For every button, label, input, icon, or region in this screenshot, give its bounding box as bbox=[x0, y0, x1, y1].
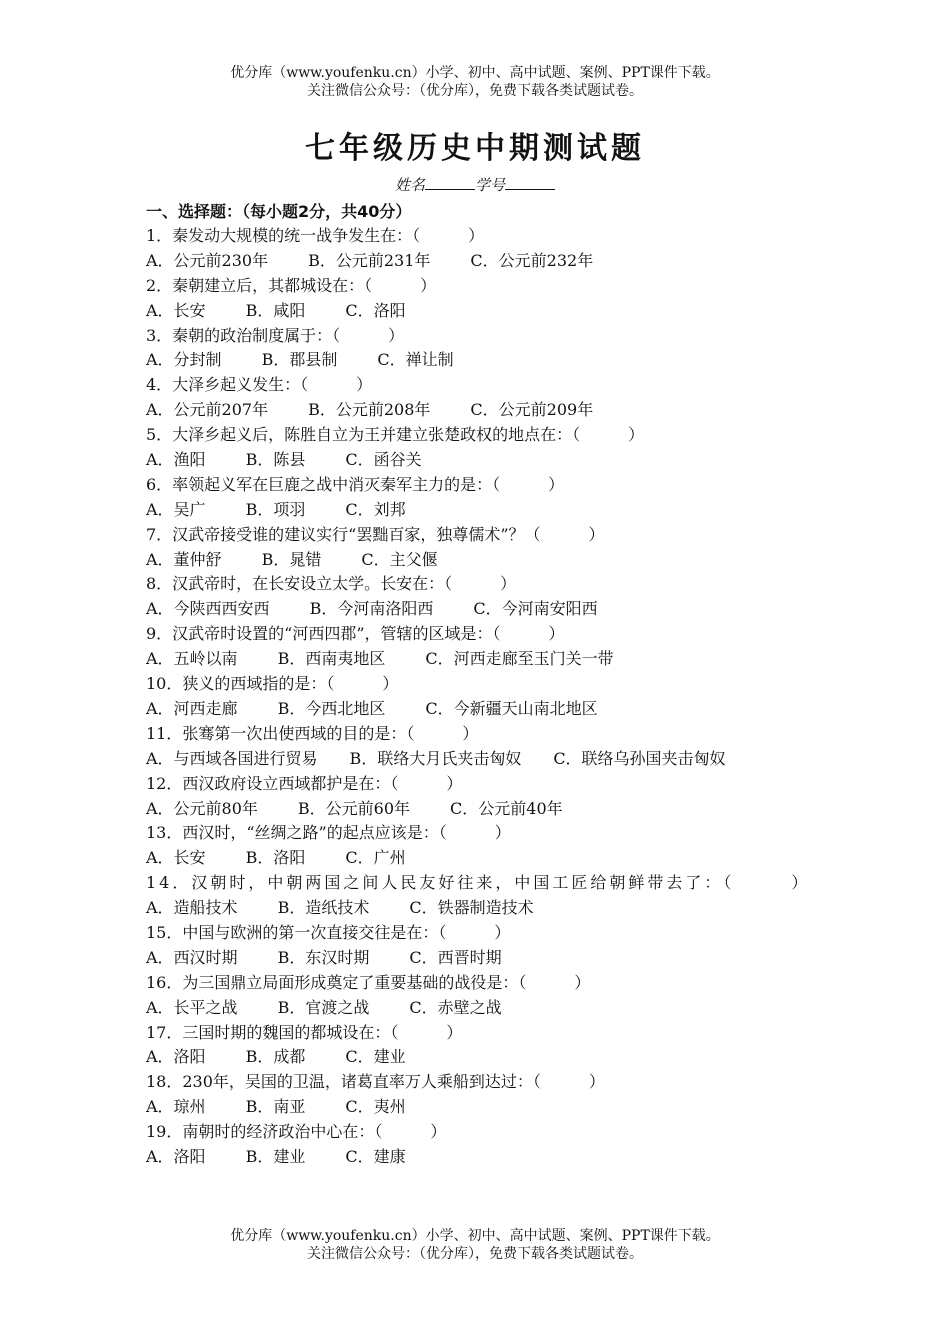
option: B．公元前231年 bbox=[308, 250, 431, 270]
options-18 bbox=[146, 1095, 814, 1120]
options-19 bbox=[146, 1145, 814, 1170]
question-15: 15．中国与欧洲的第一次直接交往是在：（ ） bbox=[146, 922, 511, 942]
options-11: A．与西域各国进行贸易 B．联络大月氏夹击匈奴 C．联络乌孙国夹击匈奴 bbox=[146, 748, 726, 768]
option: A．公元前80年 bbox=[146, 798, 258, 818]
option: C．夷州 bbox=[345, 1097, 406, 1117]
options-1 bbox=[146, 249, 814, 274]
options-12 bbox=[146, 797, 814, 822]
option: B．造纸技术 bbox=[277, 898, 370, 918]
option: C．禅让制 bbox=[377, 350, 454, 370]
option: B．成都 bbox=[245, 1047, 306, 1067]
question-2: 2．秦朝建立后，其都城设在：（ ） bbox=[146, 275, 437, 295]
question-12: 12．西汉政府设立西域都护是在：（ ） bbox=[146, 773, 463, 793]
option: A．长安 bbox=[146, 848, 206, 868]
option: C．今河南安阳西 bbox=[473, 599, 598, 619]
options-6 bbox=[146, 498, 814, 523]
option: C．建康 bbox=[345, 1146, 406, 1166]
option: C．公元前209年 bbox=[470, 400, 594, 420]
page-footer bbox=[0, 1227, 950, 1263]
header-line-2: 关注微信公众号：（优分库），免费下载各类试题试卷。 bbox=[307, 83, 643, 99]
footer-line-2: 关注微信公众号：（优分库），免费下载各类试题试卷。 bbox=[307, 1246, 643, 1262]
option: A．洛阳 bbox=[146, 1146, 206, 1166]
page-header bbox=[0, 64, 950, 100]
option: A．西汉时期 bbox=[146, 947, 238, 967]
option: C．函谷关 bbox=[345, 450, 422, 470]
section-heading: 一、选择题：（每小题2分，共40分） bbox=[146, 202, 412, 221]
options-13 bbox=[146, 846, 814, 871]
option: A．渔阳 bbox=[146, 450, 206, 470]
options-8 bbox=[146, 597, 814, 622]
question-16: 16．为三国鼎立局面形成奠定了重要基础的战役是：（ ） bbox=[146, 972, 591, 992]
question-18: 18．230年，吴国的卫温，诸葛直率万人乘船到达过：（ ） bbox=[146, 1072, 605, 1092]
options-16 bbox=[146, 996, 814, 1021]
option: B．郡县制 bbox=[261, 350, 338, 370]
option: C．西晋时期 bbox=[409, 947, 502, 967]
option: B．建业 bbox=[245, 1146, 306, 1166]
option: B．项羽 bbox=[245, 499, 306, 519]
question-5: 5．大泽乡起义后，陈胜自立为王并建立张楚政权的地点在：（ ） bbox=[146, 425, 645, 445]
option: B．陈县 bbox=[245, 450, 306, 470]
option: A．长安 bbox=[146, 300, 206, 320]
option: A．长平之战 bbox=[146, 997, 238, 1017]
options-4 bbox=[146, 398, 814, 423]
name-label: 姓名 bbox=[394, 176, 425, 194]
option: C．铁器制造技术 bbox=[409, 898, 534, 918]
options-17 bbox=[146, 1045, 814, 1070]
option: C．主父偃 bbox=[361, 549, 438, 569]
question-17: 17．三国时期的魏国的都城设在：（ ） bbox=[146, 1022, 463, 1042]
option: B．今河南洛阳西 bbox=[309, 599, 434, 619]
option: C．赤壁之战 bbox=[409, 997, 502, 1017]
option: A．公元前230年 bbox=[146, 250, 269, 270]
question-19: 19．南朝时的经济政治中心在：（ ） bbox=[146, 1122, 447, 1142]
option: B．咸阳 bbox=[245, 300, 306, 320]
id-label: 学号 bbox=[475, 176, 506, 194]
option: C．广州 bbox=[345, 848, 406, 868]
question-1: 1．秦发动大规模的统一战争发生在：（ ） bbox=[146, 226, 485, 245]
question-8: 8．汉武帝时，在长安设立太学。长安在：（ ） bbox=[146, 574, 517, 594]
options-2 bbox=[146, 299, 814, 324]
student-info bbox=[0, 175, 950, 195]
option: C．公元前40年 bbox=[450, 798, 563, 818]
option: A．今陕西西安西 bbox=[146, 599, 270, 619]
option: A．董仲舒 bbox=[146, 549, 222, 569]
option: C．河西走廊至玉门关一带 bbox=[425, 649, 614, 669]
option: C．建业 bbox=[345, 1047, 406, 1067]
page-title: 七年级历史中期测试题 bbox=[305, 131, 645, 166]
footer-line-1: 优分库（www.youfenku.cn）小学、初中、高中试题、案例、PPT课件下载。 bbox=[230, 1228, 720, 1244]
question-9: 9．汉武帝时设置的“河西四郡”，管辖的区域是：（ ） bbox=[146, 624, 565, 644]
options-7 bbox=[146, 548, 814, 573]
options-9 bbox=[146, 647, 814, 672]
question-14: 14．汉朝时，中朝两国之间人民友好往来，中国工匠给朝鲜带去了：（ ） bbox=[146, 873, 811, 893]
option: B．官渡之战 bbox=[277, 997, 370, 1017]
options-5 bbox=[146, 448, 814, 473]
question-11: 11．张骞第一次出使西域的目的是：（ ） bbox=[146, 723, 479, 743]
option: B．南亚 bbox=[245, 1097, 306, 1117]
option: B．公元前60年 bbox=[297, 798, 411, 818]
option: B．东汉时期 bbox=[277, 947, 370, 967]
option: A．造船技术 bbox=[146, 898, 238, 918]
option: A．琼州 bbox=[146, 1097, 206, 1117]
option: B．今西北地区 bbox=[277, 698, 386, 718]
option: C．今新疆天山南北地区 bbox=[425, 698, 598, 718]
option: B．西南夷地区 bbox=[277, 649, 386, 669]
options-3 bbox=[146, 348, 814, 373]
option: C．刘邦 bbox=[345, 499, 406, 519]
option: B．晁错 bbox=[261, 549, 322, 569]
question-10: 10．狭义的西域指的是：（ ） bbox=[146, 674, 399, 694]
option: A．五岭以南 bbox=[146, 649, 238, 669]
option: A．河西走廊 bbox=[146, 698, 238, 718]
option: A．洛阳 bbox=[146, 1047, 206, 1067]
header-line-1: 优分库（www.youfenku.cn）小学、初中、高中试题、案例、PPT课件下载。 bbox=[230, 65, 720, 81]
name-blank[interactable] bbox=[425, 175, 475, 190]
question-list bbox=[146, 200, 814, 1170]
id-blank[interactable] bbox=[505, 175, 555, 190]
options-10 bbox=[146, 697, 814, 722]
option: C．洛阳 bbox=[345, 300, 406, 320]
question-3: 3．秦朝的政治制度属于：（ ） bbox=[146, 325, 405, 345]
option: B．公元前208年 bbox=[308, 400, 431, 420]
question-7: 7．汉武帝接受谁的建议实行“罢黜百家，独尊儒术”？（ ） bbox=[146, 524, 605, 544]
option: A．分封制 bbox=[146, 350, 222, 370]
option: B．洛阳 bbox=[245, 848, 306, 868]
option: A．吴广 bbox=[146, 499, 206, 519]
options-15 bbox=[146, 946, 814, 971]
option: A．公元前207年 bbox=[146, 400, 269, 420]
question-4: 4．大泽乡起义发生：（ ） bbox=[146, 375, 373, 395]
question-6: 6．率领起义军在巨鹿之战中消灭秦军主力的是：（ ） bbox=[146, 474, 565, 494]
question-13: 13．西汉时，“丝绸之路”的起点应该是：（ ） bbox=[146, 823, 511, 843]
options-14 bbox=[146, 896, 814, 921]
option: C．公元前232年 bbox=[470, 250, 594, 270]
